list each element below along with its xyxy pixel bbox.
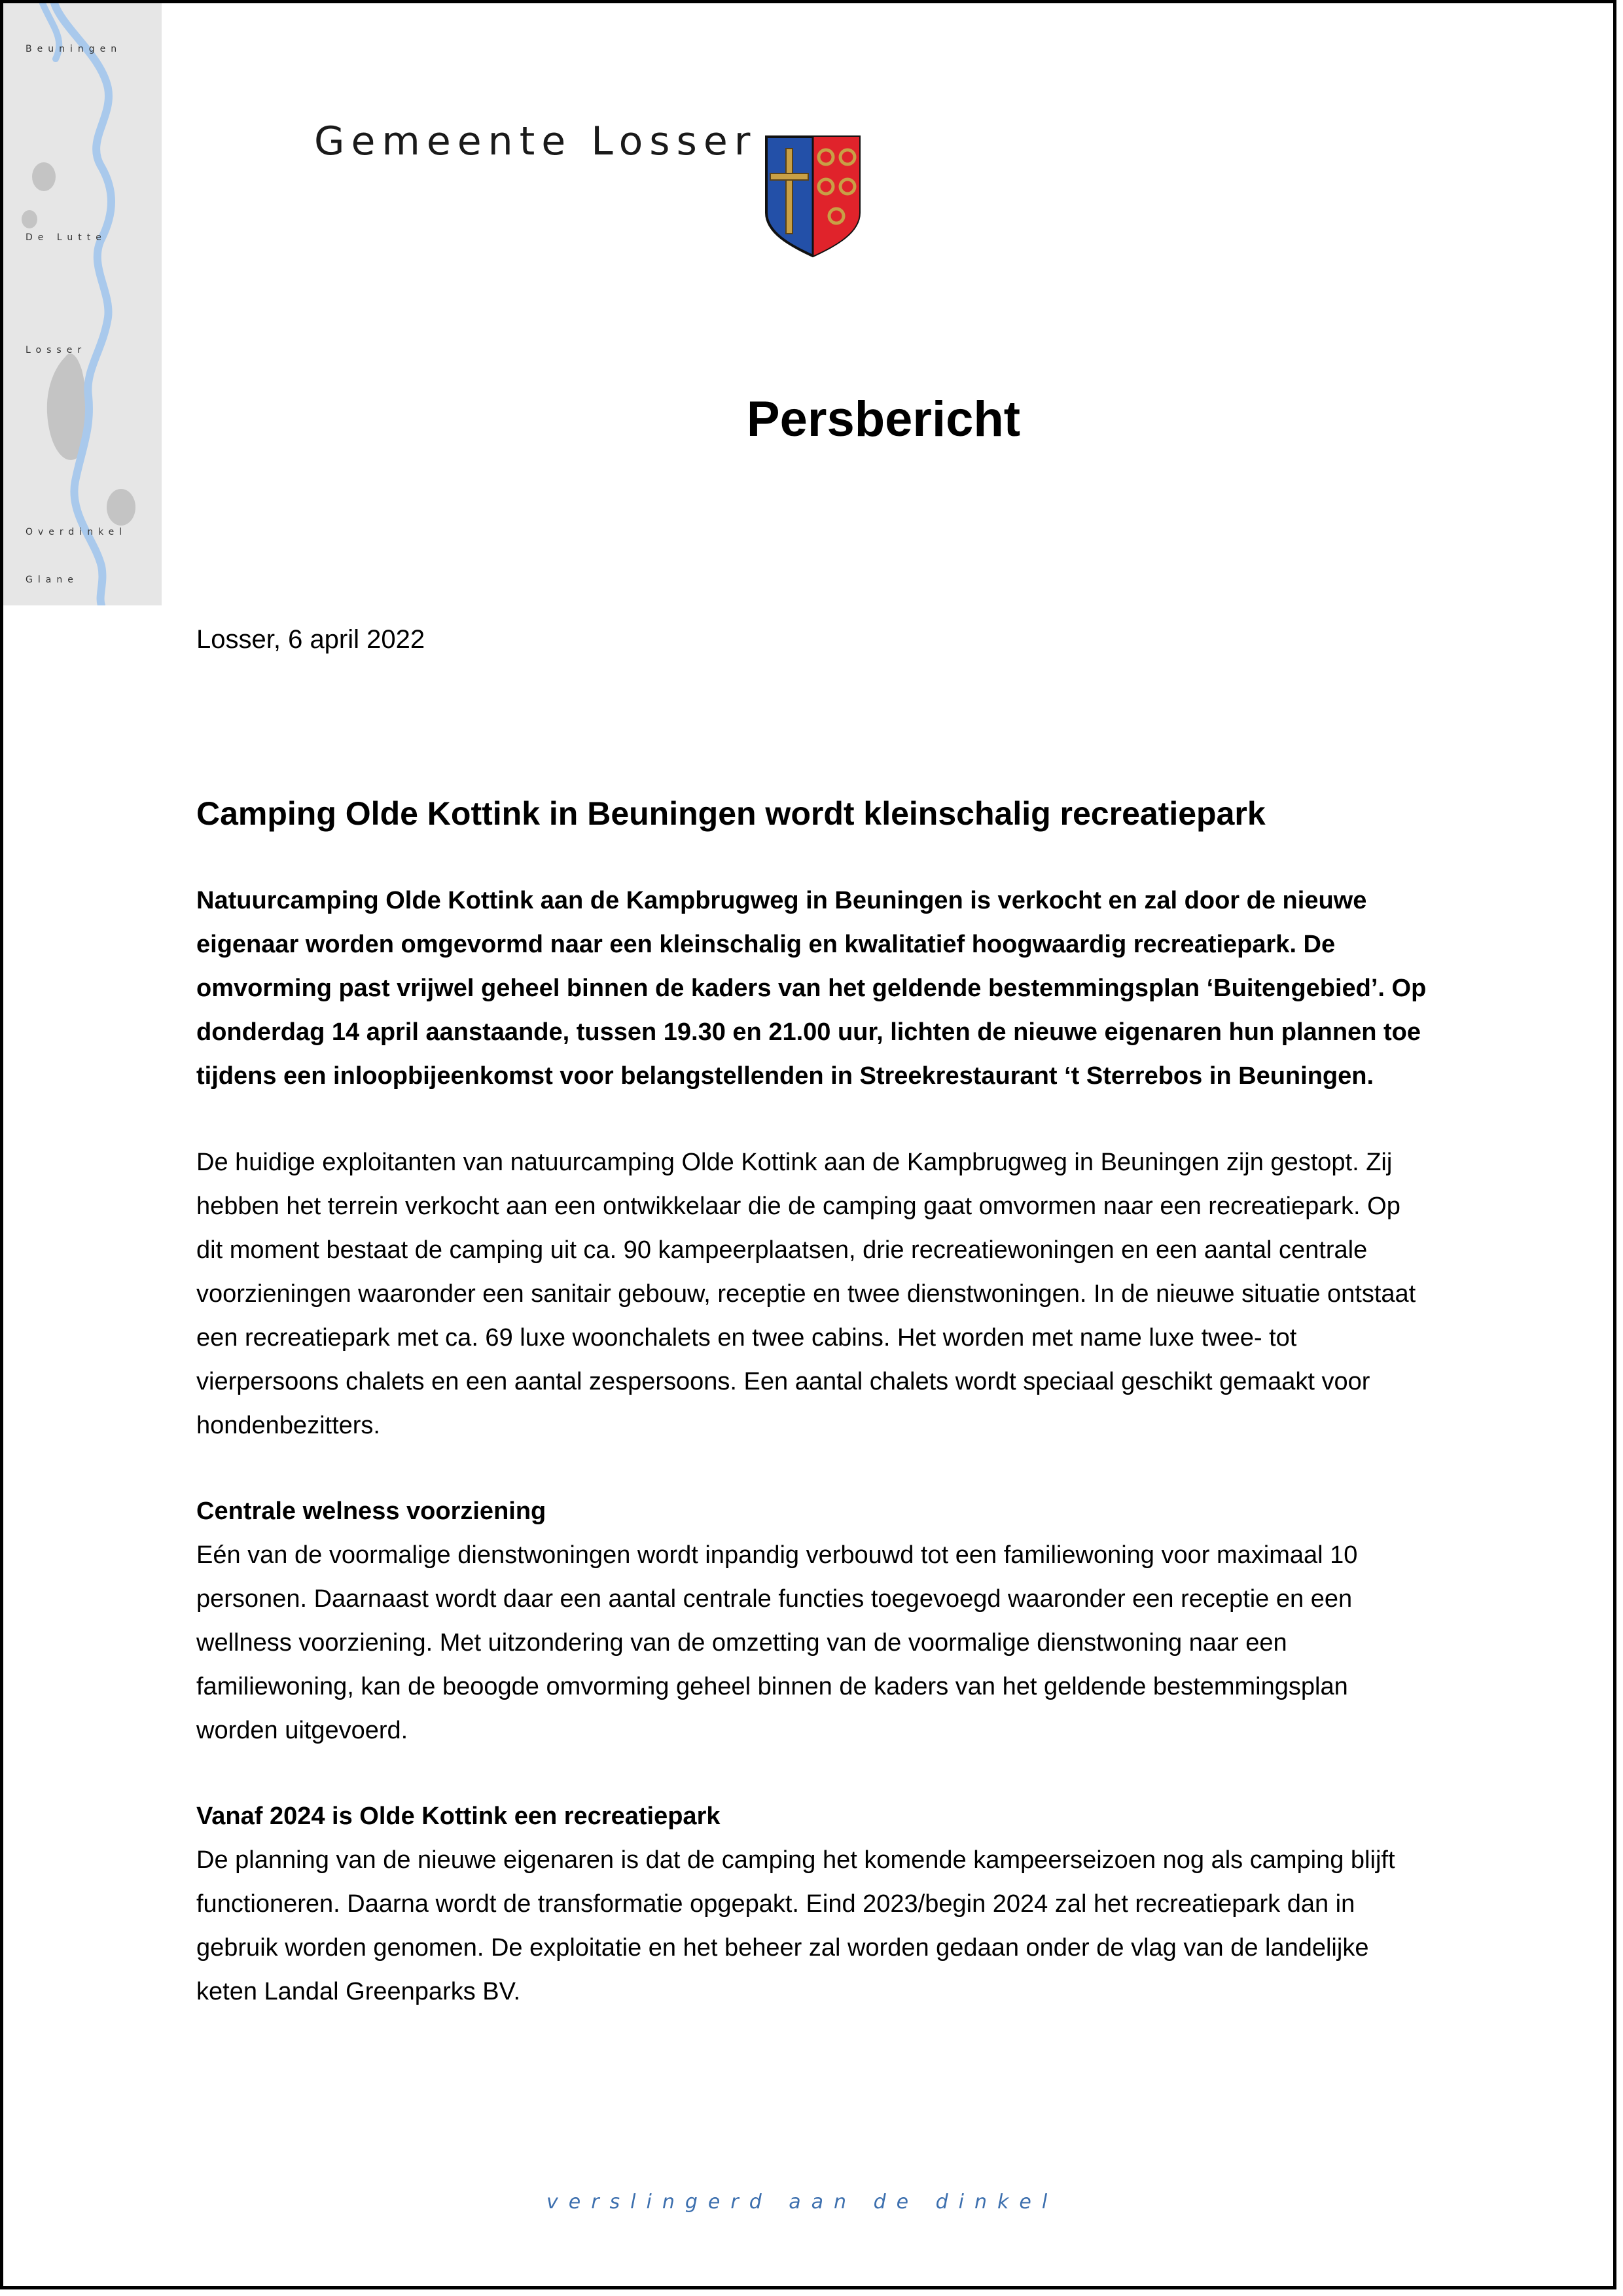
map-label-beuningen: Beuningen <box>26 44 122 54</box>
map-label-overdinkel: Overdinkel <box>26 527 128 537</box>
map-label-glane: Glane <box>26 575 79 585</box>
lead-paragraph: Natuurcamping Olde Kottink aan de Kampbrugweg in Beuningen is verkocht en zal door de nieuwe eigenaar worden omgevormd naar een kleinschalig en kwalitatief hoogwaardig recreatiepark. De omvorming past vrijwel geheel binnen de kaders van het geldende bestemmingsplan ‘Buitengebied’. Op donderdag 14 april aanstaande, tussen 19.30 en 21.00 uur, lichten de nieuwe eigenaren hun plannen toe tijdens een inloopbijeenkomst voor belangstellenden in Streekrestaurant ‘t Sterrebos in Beuningen. <box>196 887 1427 1090</box>
section-heading-2024: Vanaf 2024 is Olde Kottink een recreatiepark <box>196 1803 721 1830</box>
dinkel-river-map-icon <box>3 3 162 605</box>
dinkel-map-strip <box>3 3 162 605</box>
section-text-welness: Eén van de voormalige dienstwoningen wordt inpandig verbouwd tot een familiewoning voor maximaal 10 personen. Daarnaast wordt daar een aantal centrale functies toegevoegd waaronder een receptie en een wellness voorziening. Met uitzondering van de omzetting van de voormalige dienstwoning naar een familiewoning, kan de beoogde omvorming geheel binnen de kaders van het geldende bestemmingsplan worden uitgevoerd. <box>196 1541 1358 1744</box>
map-label-losser: Losser <box>26 345 87 355</box>
coat-of-arms-icon <box>764 134 862 259</box>
municipality-name: Gemeente Losser <box>314 118 757 164</box>
article-headline: Camping Olde Kottink in Beuningen wordt kleinschalig recreatiepark <box>196 795 1266 832</box>
article-body <box>196 619 1427 2014</box>
body-paragraph: De huidige exploitanten van natuurcamping Olde Kottink aan de Kampbrugweg in Beuningen zijn gestopt. Zij hebben het terrein verkocht aan een ontwikkelaar die de camping gaat omvormen naar een recreatiepark. Op dit moment bestaat de camping uit ca. 90 kampeerplaatsen, drie recreatiewoningen en een aantal centrale voorzieningen waaronder een sanitair gebouw, receptie en twee dienstwoningen. In de nieuwe situatie ontstaat een recreatiepark met ca. 69 luxe woonchalets en twee cabins. Het worden met name luxe twee- tot vierpersoons chalets en een aantal zespersoons. Een aantal chalets wordt speciaal geschikt gemaakt voor hondenbezitters. <box>196 1149 1416 1439</box>
document-title: Persbericht <box>746 391 1021 447</box>
section-text-2024: De planning van de nieuwe eigenaren is dat de camping het komende kampeerseizoen nog als camping blijft functioneren. Daarna wordt de transformatie opgepakt. Eind 2023/begin 2024 zal het recreatiepark dan in gebruik worden genomen. De exploitatie en het beheer zal worden gedaan onder de vlag van de landelijke keten Landal Greenparks BV. <box>196 1846 1395 2005</box>
dateline: Losser, 6 april 2022 <box>196 625 425 654</box>
section-heading-welness: Centrale welness voorziening <box>196 1498 546 1525</box>
footer-slogan: verslingerd aan de dinkel <box>546 2191 1058 2214</box>
map-label-de-lutte: De Lutte <box>26 232 107 243</box>
